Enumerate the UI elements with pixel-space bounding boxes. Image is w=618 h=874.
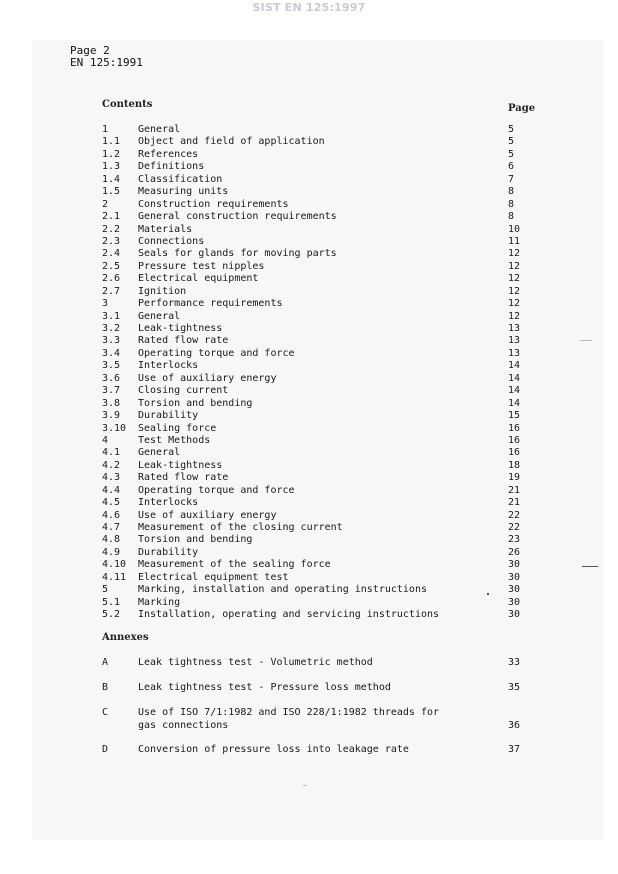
- toc-entry-page: 12: [508, 285, 521, 297]
- toc-entry: [102, 497, 532, 509]
- toc-entry: [102, 248, 532, 260]
- toc-entry-number: 3.4: [102, 347, 121, 359]
- toc-entry-title: Pressure test nipples: [138, 260, 265, 272]
- annex-letter: B: [102, 682, 109, 693]
- toc-entry-title: Rated flow rate: [138, 472, 229, 484]
- toc-entry: [102, 211, 532, 223]
- toc-entry-number: 4.3: [102, 472, 121, 484]
- toc-entry-number: 3.2: [102, 323, 121, 334]
- toc-entry-page: 14: [508, 372, 521, 384]
- annex-title: Conversion of pressure loss into leakage rate: [138, 744, 409, 755]
- toc-entry-page: 21: [508, 484, 521, 496]
- annex-letter: A: [102, 657, 109, 668]
- toc-entry-title: Performance requirements: [138, 298, 283, 310]
- toc-entry-number: 4: [102, 434, 109, 446]
- toc-entry-page: 5: [508, 136, 515, 148]
- scan-artifact: [487, 593, 489, 595]
- toc-entry-title: Connections: [138, 235, 205, 247]
- annex-title: Leak tightness test - Volumetric method: [138, 657, 373, 668]
- toc-entry-page: 7: [508, 173, 515, 185]
- toc-entry: [102, 323, 532, 335]
- toc-entry-page: 30: [508, 596, 521, 608]
- toc-entry-page: 30: [508, 559, 521, 571]
- toc-entry-page: 12: [508, 273, 521, 285]
- toc-entry: [102, 460, 532, 472]
- toc-entry-number: 4.2: [102, 459, 121, 471]
- scan-artifact: [582, 566, 598, 567]
- toc-entry: [102, 609, 532, 621]
- toc-entry: [102, 435, 532, 447]
- page-number-header: Page 2: [70, 44, 110, 57]
- toc-entry-number: 3.9: [102, 410, 121, 422]
- toc-entry-page: 13: [508, 335, 521, 347]
- toc-entry-title: Interlocks: [138, 360, 199, 372]
- annex-page: 36: [508, 719, 521, 731]
- toc-entry-title: General: [138, 124, 181, 135]
- toc-entry-number: 1: [102, 124, 109, 135]
- toc-entry-number: 2.2: [102, 223, 121, 235]
- contents-title: Contents: [102, 99, 153, 110]
- toc-entry-page: 13: [508, 347, 521, 359]
- toc-entry-page: 13: [508, 323, 521, 334]
- toc-entry-number: 3.6: [102, 372, 121, 384]
- toc-entry-page: 23: [508, 534, 521, 546]
- toc-entry-number: 4.10: [102, 559, 127, 571]
- toc-entry-title: Torsion and bending: [138, 397, 253, 409]
- toc-entry: [102, 273, 532, 285]
- toc-entry-page: 16: [508, 447, 521, 459]
- toc-entry-title: Electrical equipment test: [138, 571, 289, 583]
- toc-entry: [102, 485, 532, 497]
- toc-entry: [102, 510, 532, 522]
- toc-entry-number: 1.2: [102, 148, 121, 160]
- document-id-header: EN 125:1991: [70, 56, 143, 69]
- toc-entry-page: 16: [508, 434, 521, 446]
- toc-entry-page: 5: [508, 124, 515, 135]
- toc-entry-page: 8: [508, 186, 515, 198]
- toc-entry-title: Closing current: [138, 385, 229, 397]
- toc-entry-page: 21: [508, 497, 521, 509]
- toc-entry-page: 11: [508, 235, 521, 247]
- toc-entry-number: 2.5: [102, 260, 121, 272]
- toc-entry-title: Operating torque and force: [138, 347, 295, 359]
- toc-entry-page: 22: [508, 509, 521, 521]
- toc-entry-title: General construction requirements: [138, 211, 337, 223]
- toc-entry-title: Measurement of the sealing force: [138, 559, 331, 571]
- toc-entry-number: 4.8: [102, 534, 121, 546]
- toc-entry: [102, 472, 532, 484]
- toc-entry-title: Durability: [138, 410, 199, 422]
- toc-entry-title: References: [138, 148, 199, 160]
- toc-entry-title: Test Methods: [138, 434, 211, 446]
- toc-entry-title: Interlocks: [138, 497, 199, 509]
- toc-entry: [102, 385, 532, 397]
- toc-entry: [102, 161, 532, 173]
- toc-entry-number: 1.3: [102, 161, 121, 173]
- toc-entry-title: Classification: [138, 173, 223, 185]
- toc-entry-title: Construction requirements: [138, 198, 289, 210]
- toc-entry-page: 14: [508, 385, 521, 397]
- toc-entry-title: Use of auxiliary energy: [138, 372, 277, 384]
- toc-entry-page: 30: [508, 584, 521, 596]
- toc-entry: [102, 597, 532, 609]
- toc-entry-page: 12: [508, 260, 521, 272]
- annex-page: 33: [508, 657, 521, 668]
- toc-entry: [102, 534, 532, 546]
- toc-entry-title: Marking: [138, 596, 181, 608]
- toc-entry: [102, 335, 532, 347]
- toc-entry-title: Rated flow rate: [138, 335, 229, 347]
- annex-title: Leak tightness test - Pressure loss method: [138, 682, 391, 693]
- toc-entry: [102, 199, 532, 211]
- toc-entry-page: 12: [508, 310, 521, 322]
- toc-entry: [102, 423, 532, 435]
- toc-entry-title: Materials: [138, 223, 193, 235]
- toc-entry: [102, 522, 532, 534]
- toc-entry-number: 4.4: [102, 484, 121, 496]
- toc-entry: [102, 447, 532, 459]
- toc-entry-number: 2.1: [102, 211, 121, 223]
- toc-entry-number: 3.7: [102, 385, 121, 397]
- toc-entry: [102, 224, 532, 236]
- toc-entry-page: 30: [508, 571, 521, 583]
- watermark: SIST EN 125:1997: [252, 1, 366, 14]
- scan-artifact: [303, 785, 307, 786]
- toc-entry-number: 2.4: [102, 248, 121, 260]
- annex-page: 35: [508, 682, 521, 693]
- toc-entry-number: 1.1: [102, 136, 121, 148]
- toc-entry-title: Measurement of the closing current: [138, 522, 343, 533]
- toc-entry: [102, 547, 532, 559]
- toc-entry-title: Measuring units: [138, 186, 229, 198]
- toc-entry-number: 5: [102, 584, 109, 596]
- toc-entry-number: 5.2: [102, 609, 121, 621]
- toc-entry: [102, 286, 532, 298]
- annex-title-continued: gas connections: [138, 719, 229, 731]
- toc-entry: [102, 236, 532, 248]
- toc-entry: [102, 360, 532, 372]
- toc-entry-page: 14: [508, 360, 521, 372]
- toc-entry-number: 4.9: [102, 546, 121, 558]
- toc-entry-number: 2.6: [102, 273, 121, 285]
- toc-entry-title: Torsion and bending: [138, 534, 253, 546]
- toc-entry-page: 8: [508, 198, 515, 210]
- toc-entry-page: 10: [508, 223, 521, 235]
- toc-entry-title: Installation, operating and servicing instructions: [138, 609, 440, 621]
- toc-entry-number: 3.10: [102, 422, 127, 434]
- toc-entry-page: 22: [508, 522, 521, 533]
- toc-entry-number: 3.3: [102, 335, 121, 347]
- toc-entry-page: 16: [508, 422, 521, 434]
- toc-entry-title: Marking, installation and operating instructions: [138, 584, 427, 596]
- toc-entry-title: Durability: [138, 546, 199, 558]
- toc-entry-number: 3.1: [102, 310, 121, 322]
- toc-entry-page: 18: [508, 459, 521, 471]
- toc-entry-number: 3.8: [102, 397, 121, 409]
- toc-entry-number: 5.1: [102, 596, 121, 608]
- annex-page: 37: [508, 744, 521, 755]
- annexes-title: Annexes: [102, 632, 149, 643]
- toc-entry-number: 3: [102, 298, 109, 310]
- annex-letter: C: [102, 707, 109, 718]
- toc-entry: [102, 261, 532, 273]
- toc-entry-title: Leak-tightness: [138, 459, 223, 471]
- toc-entry: [102, 311, 532, 323]
- toc-entry-number: 3.5: [102, 360, 121, 372]
- toc-entry-number: 4.7: [102, 522, 121, 533]
- toc-entry: [102, 559, 532, 571]
- annex-title: Use of ISO 7/1:1982 and ISO 228/1:1982 threads for: [138, 707, 440, 718]
- toc-entry-number: 2: [102, 198, 109, 210]
- toc-entry-page: 15: [508, 410, 521, 422]
- toc-entry: [102, 348, 532, 360]
- toc-entry-title: Object and field of application: [138, 136, 325, 148]
- toc-entry: [102, 124, 532, 136]
- toc-entry: [102, 174, 532, 186]
- scan-artifact: [580, 340, 592, 341]
- toc-entry: [102, 584, 532, 596]
- toc-entry-title: Use of auxiliary energy: [138, 509, 277, 521]
- toc-entry-title: Leak-tightness: [138, 323, 223, 334]
- toc-entry: [102, 298, 532, 310]
- toc-entry-page: 6: [508, 161, 515, 173]
- page-column-heading: Page: [508, 103, 536, 114]
- toc-entry-title: Definitions: [138, 161, 205, 173]
- toc-entry-page: 14: [508, 397, 521, 409]
- toc-entry-title: General: [138, 310, 181, 322]
- toc-entry-title: Ignition: [138, 285, 187, 297]
- toc-entry-number: 1.4: [102, 173, 121, 185]
- toc-entry-title: Seals for glands for moving parts: [138, 248, 337, 260]
- toc-entry: [102, 186, 532, 198]
- toc-entry-page: 8: [508, 211, 515, 223]
- toc-entry: [102, 149, 532, 161]
- toc-entry-number: 4.11: [102, 571, 127, 583]
- toc-entry: [102, 410, 532, 422]
- toc-entry-page: 19: [508, 472, 521, 484]
- toc-entry-number: 2.3: [102, 235, 121, 247]
- toc-entry-page: 5: [508, 148, 515, 160]
- toc-entry-page: 12: [508, 298, 521, 310]
- toc-entry-number: 2.7: [102, 285, 121, 297]
- toc-entry-title: Operating torque and force: [138, 484, 295, 496]
- table-of-contents: [102, 124, 532, 622]
- toc-entry: [102, 373, 532, 385]
- toc-entry-number: 4.6: [102, 509, 121, 521]
- toc-entry-title: Electrical equipment: [138, 273, 259, 285]
- toc-entry-page: 30: [508, 609, 521, 621]
- toc-entry-number: 4.1: [102, 447, 121, 459]
- toc-entry-page: 26: [508, 546, 521, 558]
- toc-entry-title: Sealing force: [138, 422, 217, 434]
- toc-entry: [102, 398, 532, 410]
- toc-entry: [102, 572, 532, 584]
- toc-entry-title: General: [138, 447, 181, 459]
- toc-entry-page: 12: [508, 248, 521, 260]
- toc-entry: [102, 136, 532, 148]
- annex-letter: D: [102, 744, 109, 755]
- toc-entry-number: 4.5: [102, 497, 121, 509]
- toc-entry-number: 1.5: [102, 186, 121, 198]
